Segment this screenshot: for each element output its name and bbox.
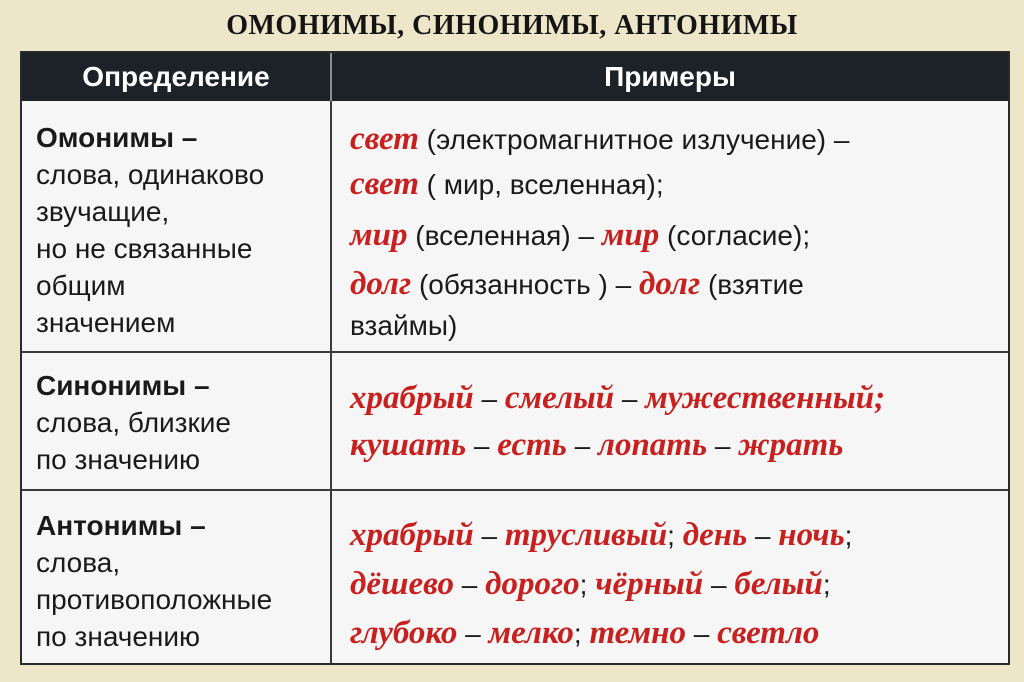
example-word: смелый	[504, 380, 615, 416]
examples-antonyms	[350, 511, 1000, 658]
definition-homonyms	[36, 119, 326, 341]
example-line	[350, 609, 1000, 658]
example-word: храбрый	[350, 517, 474, 553]
examples-synonyms	[350, 375, 1000, 469]
term-dash: –	[186, 370, 210, 401]
example-word: мужественный	[645, 380, 875, 416]
definition-line: слова, одинаково	[36, 159, 265, 190]
definition-line: звучащие,	[36, 196, 170, 227]
example-word: жрать	[738, 427, 844, 463]
row-divider	[22, 351, 1008, 353]
term-dash: –	[182, 510, 206, 541]
definition-line: по значению	[36, 621, 201, 652]
example-punct: ;	[874, 380, 886, 416]
term-label: Омонимы	[36, 122, 174, 153]
page-title: ОМОНИМЫ, СИНОНИМЫ, АНТОНИМЫ	[226, 10, 798, 41]
term-label: Антонимы	[36, 510, 183, 541]
example-gloss: ( мир, вселенная);	[418, 169, 664, 200]
example-word: трусливый	[504, 517, 668, 553]
definition-line: противоположные	[36, 584, 273, 615]
example-word: мелко	[488, 615, 574, 651]
definition-line: значением	[36, 307, 176, 338]
definition-line: слова,	[36, 547, 121, 578]
example-word: светло	[717, 615, 820, 651]
column-divider	[330, 101, 332, 663]
header-examples: Примеры	[604, 61, 736, 92]
example-line	[350, 162, 1000, 207]
example-line	[350, 560, 1000, 609]
table-header	[22, 53, 1008, 101]
example-gloss: (электромагнитное излучение) –	[418, 124, 850, 155]
examples-homonyms	[350, 117, 1000, 344]
example-word: лопать	[598, 427, 708, 463]
example-gloss: –	[453, 569, 486, 600]
example-word: долг	[350, 266, 412, 302]
definition-synonyms	[36, 367, 326, 478]
terms-table	[20, 51, 1010, 665]
example-word: ночь	[778, 517, 845, 553]
header-definition: Определение	[82, 61, 270, 92]
definition-line: слова, близкие	[36, 407, 231, 438]
example-gloss: (взятие	[700, 269, 804, 300]
example-word: темно	[589, 615, 686, 651]
example-gloss: ;	[667, 520, 683, 551]
example-word: день	[682, 517, 748, 553]
example-word: кушать	[350, 427, 467, 463]
example-word: храбрый	[350, 380, 474, 416]
term-dash: –	[173, 122, 198, 153]
example-gloss: –	[685, 618, 718, 649]
example-word: белый	[734, 566, 823, 602]
example-gloss: –	[566, 430, 599, 461]
example-word: свет	[350, 166, 419, 202]
term-label: Синонимы	[36, 370, 187, 401]
example-word: дорого	[485, 566, 580, 602]
example-gloss: (вселенная) –	[407, 220, 602, 251]
row-divider	[22, 489, 1008, 491]
example-gloss: –	[457, 618, 489, 649]
example-word: долг	[639, 266, 701, 302]
example-gloss: –	[707, 430, 739, 461]
example-word: мир	[601, 217, 660, 253]
example-line	[350, 262, 1000, 307]
example-word: дёшево	[350, 566, 454, 602]
example-gloss: ;	[822, 569, 831, 600]
example-line	[350, 213, 1000, 258]
example-gloss: –	[473, 383, 505, 414]
example-gloss: –	[747, 520, 779, 551]
example-gloss: ;	[579, 569, 596, 600]
definition-line: но не связанные	[36, 233, 253, 264]
definition-line: общим	[36, 270, 126, 301]
example-gloss: (согласие);	[659, 220, 811, 251]
example-word: чёрный	[595, 566, 704, 602]
example-gloss: ;	[844, 520, 853, 551]
example-gloss: –	[466, 430, 498, 461]
example-word: мир	[350, 217, 408, 253]
example-line	[350, 307, 1000, 344]
example-word: свет	[350, 121, 419, 157]
definition-line: по значению	[36, 444, 201, 475]
example-gloss: взаймы)	[350, 310, 458, 341]
example-word: глубоко	[350, 615, 458, 651]
example-line	[350, 117, 1000, 162]
example-gloss: (обязанность ) –	[411, 269, 639, 300]
example-gloss: ;	[573, 618, 590, 649]
definition-antonyms	[36, 507, 326, 655]
example-gloss: –	[703, 569, 735, 600]
example-word: есть	[497, 427, 567, 463]
example-line	[350, 375, 1000, 422]
example-line	[350, 511, 1000, 560]
example-gloss: –	[614, 383, 646, 414]
example-gloss: –	[473, 520, 505, 551]
example-line	[350, 422, 1000, 469]
